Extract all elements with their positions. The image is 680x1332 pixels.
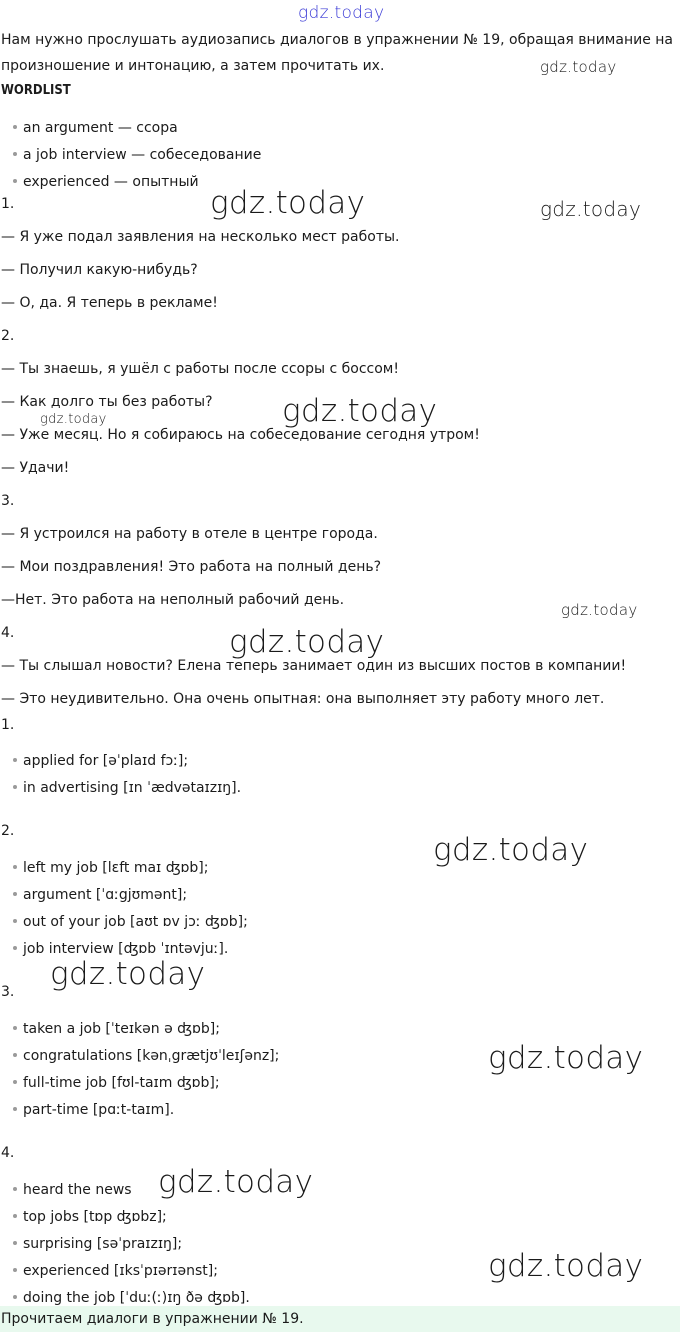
wordlist-item: a job interview — собеседование <box>13 146 261 164</box>
watermark: gdz.today <box>158 1164 314 1200</box>
pron-number: 4. <box>1 1145 15 1161</box>
pron-item: experienced [ɪksˈpɪərɪənst]; <box>13 1262 218 1280</box>
pron-item: doing the job [ˈduː(ː)ɪŋ ðə ʤɒb]. <box>13 1289 250 1307</box>
dialogue-line: — Ты знаешь, я ушёл с работы после ссоры с боссом! <box>1 361 399 377</box>
pron-item: full-time job [fʊl-taɪm ʤɒb]; <box>13 1074 220 1092</box>
watermark: gdz.today <box>561 601 638 619</box>
dialogue-line: —Нет. Это работа на неполный рабочий день. <box>1 592 345 608</box>
watermark: gdz.today <box>488 1248 644 1284</box>
dialogue-line: — Это неудивительно. Она очень опытная: она выполняет эту работу много лет. <box>1 691 605 707</box>
pron-item: in advertising [ɪn ˈædvətaɪzɪŋ]. <box>13 779 241 797</box>
wordlist-title: WORDLIST <box>1 83 71 98</box>
dialogue-number: 2. <box>1 328 15 344</box>
pron-number: 2. <box>1 823 15 839</box>
pron-item: left my job [lɛft maɪ ʤɒb]; <box>13 859 208 877</box>
watermark: gdz.today <box>540 58 617 76</box>
dialogue-line: — Как долго ты без работы? <box>1 394 213 410</box>
pron-item: argument [ˈɑːgjʊmənt]; <box>13 886 187 904</box>
pron-item: top jobs [tɒp ʤɒbz]; <box>13 1208 167 1226</box>
pron-item: part-time [pɑːt-taɪm]. <box>13 1101 174 1119</box>
watermark: gdz.today <box>229 624 385 660</box>
dialogue-line: — Ты слышал новости? Елена теперь занимает один из высших постов в компании! <box>1 658 627 674</box>
watermark: gdz.today <box>433 832 589 868</box>
dialogue-number: 3. <box>1 493 15 509</box>
dialogue-line: — Уже месяц. Но я собираюсь на собеседование сегодня утром! <box>1 427 480 443</box>
intro-line: Нам нужно прослушать аудиозапись диалогов в упражнении № 19, обращая внимание на <box>1 32 673 48</box>
footer-bar <box>0 1306 680 1332</box>
dialogue-line: — О, да. Я теперь в рекламе! <box>1 295 218 311</box>
pron-item: taken a job [ˈteɪkən ə ʤɒb]; <box>13 1020 220 1038</box>
footer-text: Прочитаем диалоги в упражнении № 19. <box>1 1311 304 1327</box>
watermark: gdz.today <box>40 412 107 427</box>
watermark: gdz.today <box>282 393 438 429</box>
dialogue-line: — Я уже подал заявления на несколько мест работы. <box>1 229 400 245</box>
pron-item: applied for [əˈplaɪd fɔː]; <box>13 752 188 770</box>
intro-line: произношение и интонацию, а затем прочитать их. <box>1 58 385 74</box>
pron-item: heard the news <box>13 1181 132 1199</box>
dialogue-line: — Я устроился на работу в отеле в центре города. <box>1 526 378 542</box>
pron-number: 1. <box>1 717 15 733</box>
pron-item: out of your job [aʊt ɒv jɔː ʤɒb]; <box>13 913 248 931</box>
dialogue-number: 4. <box>1 625 15 641</box>
dialogue-line: — Мои поздравления! Это работа на полный день? <box>1 559 382 575</box>
wordlist-item: an argument — ссора <box>13 119 178 137</box>
pron-item: congratulations [kənˌgrætjʊˈleɪʃənz]; <box>13 1047 279 1065</box>
pron-item: job interview [ʤɒb ˈɪntəvjuː]. <box>13 940 228 958</box>
dialogue-line: — Удачи! <box>1 460 70 476</box>
watermark: gdz.today <box>540 197 642 221</box>
pron-item: surprising [səˈpraɪzɪŋ]; <box>13 1235 182 1253</box>
watermark-top: gdz.today <box>298 3 385 23</box>
dialogue-number: 1. <box>1 196 15 212</box>
watermark: gdz.today <box>210 185 366 221</box>
watermark: gdz.today <box>50 956 206 992</box>
wordlist-item: experienced — опытный <box>13 173 199 191</box>
watermark: gdz.today <box>488 1040 644 1076</box>
pron-number: 3. <box>1 984 15 1000</box>
dialogue-line: — Получил какую-нибудь? <box>1 262 198 278</box>
